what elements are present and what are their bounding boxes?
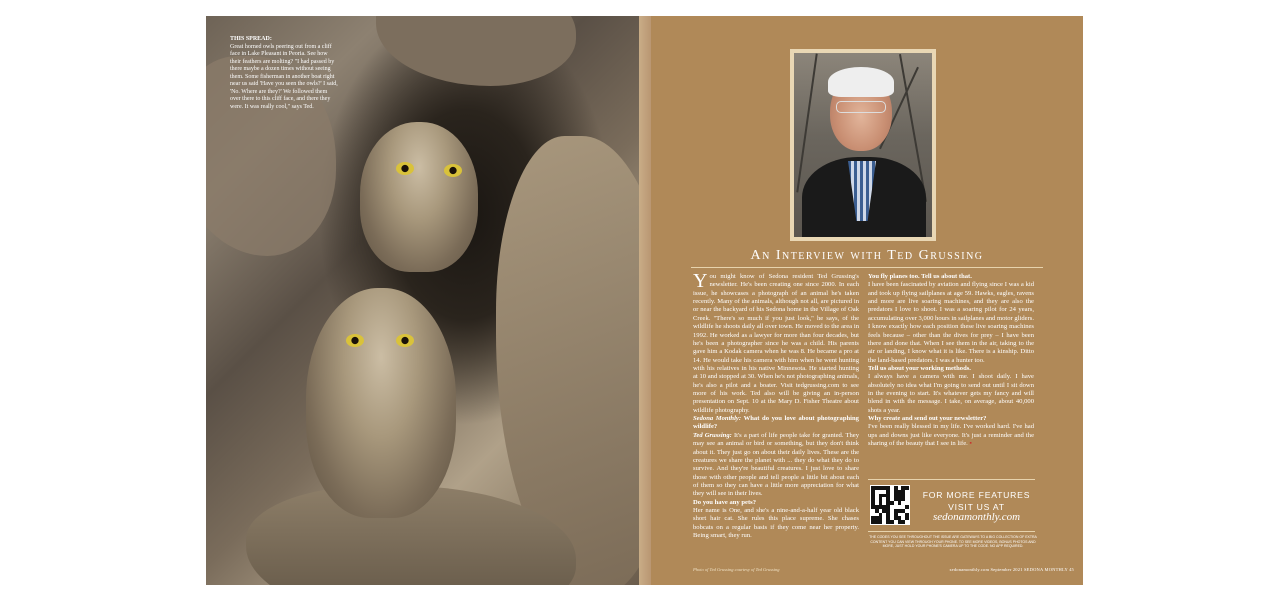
question-1: Sedona Monthly: What do you love about photographing wildlife?	[693, 415, 859, 431]
text-column-1	[693, 270, 860, 541]
question-3: You fly planes too. Tell us about that.	[868, 273, 972, 280]
owl-back-eye-left	[396, 162, 414, 175]
owl-front-eye-right	[396, 334, 414, 347]
question-5: Why create and send out your newsletter?	[868, 415, 987, 423]
rock-top	[376, 16, 576, 86]
intro-text: ou might know of Sedona resident Ted Grussing's newsletter. He's been creating one since 2000. In each issue, he showcases a photograph of an animal he's taken recently. Many of the animals, although not all, are pictured in or near the backyard of his Sedona home in the Village of Oak Creek. "There's so much if you just look," he says, of the wildlife he shoots daily all over town. He moved to the area in 1992. He worked as a lawyer for more than four decades, but he's been a photographer since he was a child. His parents gave him a Kodak camera when he was 8. He became a pro at 14. He would take his camera with him when he went hunting with his relatives in his native Minnesota. He started hunting at 10 and stopped at 30. When he's not photographing animals, he's also a pilot and a boater. Visit tedgrussing.com to see more of his work. Ted also will be giving an in-person presentation on Sept. 10 at the Mary D. Fisher Theatre about wildlife photography.	[693, 273, 859, 414]
qr-promo	[868, 479, 1035, 543]
portrait-photo	[794, 53, 932, 237]
glasses	[836, 101, 886, 113]
answer-4: I always have a camera with me. I shoot daily. I have absolutely no idea what I'm going to send out until I sit down in the evening to start. It's whatever gets my fancy and will blend in with the message. I take, on average, about 40,000 shots a year.	[868, 373, 1034, 414]
page-gutter	[639, 16, 651, 585]
answer-1: Ted Grussing: It's a part of life people take for granted. They may see an animal or bird or something, but they don't think about it. They just go on about their daily lives. These are the creatures we share the planet with ... they do what they do to survive. And they're beautiful creatures. I just love to share those with other people and tell people a little bit about each of them so they can have a little more appreciation for what they will see in their lives.	[693, 431, 860, 498]
qr-rule-bottom	[868, 531, 1035, 532]
question-2: Do you have any pets?	[693, 498, 757, 506]
title-rule	[691, 267, 1043, 268]
article-title: An Interview with Ted Grussing	[750, 248, 984, 263]
owl-back	[360, 122, 478, 272]
photo-caption	[230, 36, 338, 111]
caption-text: Great horned owls peering out from a cliff face in Lake Pleasant in Peoria. See how their feathers are molting? "I had passed by there maybe a dozen times without seeing them. Some fisherman in another boat right near us said 'Have you seen the owls?' I said, 'No. Where are they?' We followed them over there to this cliff face, and there they were. It was really cool," says Ted.	[230, 43, 338, 110]
hair	[828, 67, 894, 97]
photo-credit: Photo of Ted Grussing courtesy of Ted Grussing	[693, 567, 780, 572]
qr-module	[905, 520, 909, 524]
qr-code[interactable]	[870, 485, 910, 525]
website-link[interactable]: sedonamonthly.com	[932, 511, 1021, 523]
qr-heading: FOR MORE FEATURES VISIT US AT	[922, 490, 1031, 513]
owl-back-eye-right	[444, 164, 462, 177]
answer-5: I've been really blessed in my life. I've worked hard. I've had ups and downs just like everyone. It's just a reminder and the sharing of the beauty that I see in life. ▪	[868, 423, 1034, 448]
interview-page	[651, 16, 1083, 585]
drop-cap: Y	[693, 270, 708, 292]
qr-note: THE CODES YOU SEE THROUGHOUT THE ISSUE ARE GATEWAYS TO A BIG COLLECTION OF EXTRA CONTENT YOU CAN VIEW THROUGH YOUR PHONE. TO SEE MORE VIDEOS, BONUS PHOTOS AND MORE, JUST HOLD YOUR PHONE'S CAMERA UP TO THE CODE. NO APP REQUIRED.	[869, 535, 1037, 549]
caption-label: THIS SPREAD:	[230, 36, 272, 42]
owl-front-eye-left	[346, 334, 364, 347]
owl-front	[306, 288, 456, 518]
qr-rule-top	[868, 479, 1035, 480]
end-mark: ▪	[969, 440, 972, 448]
intro-paragraph	[693, 270, 859, 415]
answer-3: I have been fascinated by aviation and flying since I was a kid and took up flying sailplanes at age 59. Hawks, eagles, ravens and more are live soaring machines, and they are also the predators I love to shoot. I was a soaring pilot for 24 years, accumulating over 3,000 hours in sailplanes and motor gliders. I know exactly how each position these live soaring machines feels because – other than the dives for prey – I have been there and done that. When I see them in the air, taking to the air or landing, I know what it is like. There is a kinship. Ditto the land-based predators. I was a hunter too.	[868, 281, 1034, 364]
question-4: Tell us about your working methods.	[868, 364, 971, 372]
owl-photo	[206, 16, 639, 585]
page-footer: sedonamonthly.com September 2021 SEDONA MONTHLY 45	[949, 567, 1074, 572]
portrait-frame	[790, 49, 936, 241]
text-column-2	[868, 273, 1034, 449]
answer-2: Her name is One, and she's a nine-and-a-half year old black short hair cat. She rules this place supreme. She chases bobcats on a regular basis if they come near her property. Being smart, they run.	[693, 507, 859, 540]
